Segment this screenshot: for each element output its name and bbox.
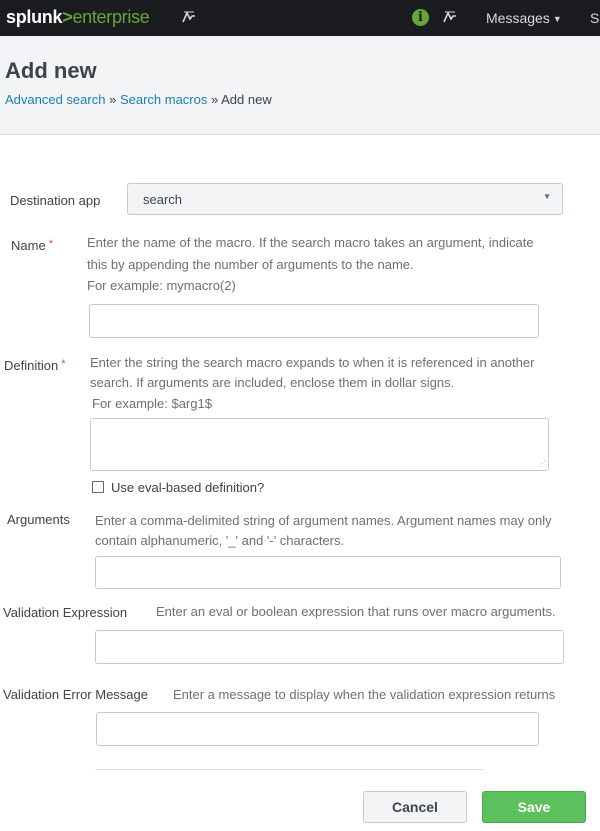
validation-expression-label: Validation Expression bbox=[3, 605, 128, 620]
info-icon[interactable]: i bbox=[412, 9, 429, 26]
breadcrumb-search-macros[interactable]: Search macros bbox=[119, 92, 208, 107]
definition-help-line2: search. If arguments are included, enclose them in dollar signs. bbox=[90, 375, 455, 390]
messages-menu[interactable] bbox=[486, 10, 562, 26]
name-help-line2: this by appending the number of arguments to the name. bbox=[87, 257, 414, 272]
definition-help-line1: Enter the string the search macro expands to when it is referenced in another bbox=[90, 355, 535, 370]
breadcrumb-current: Add new bbox=[221, 92, 272, 107]
required-mark: * bbox=[48, 238, 53, 250]
resize-grip-icon[interactable]: ⋰ bbox=[538, 459, 545, 468]
arguments-label: Arguments bbox=[7, 512, 70, 527]
brand-gt: > bbox=[62, 7, 73, 27]
destination-app-value: search bbox=[143, 192, 183, 207]
activity-icon[interactable] bbox=[182, 10, 196, 24]
chevron-down-icon: ▼ bbox=[543, 192, 551, 201]
arguments-help-line1: Enter a comma-delimited string of argument names. Argument names may only bbox=[95, 513, 552, 528]
chevron-down-icon: ▼ bbox=[552, 14, 562, 24]
footer-divider bbox=[95, 769, 483, 770]
definition-textarea[interactable] bbox=[90, 418, 549, 471]
name-label-text: Name bbox=[11, 238, 46, 253]
header-divider bbox=[0, 134, 600, 135]
messages-label: Messages bbox=[486, 10, 550, 26]
brand-sub: enterprise bbox=[72, 7, 150, 27]
validation-error-message-label: Validation Error Message bbox=[3, 687, 148, 702]
activity-icon[interactable] bbox=[443, 10, 457, 24]
required-mark: * bbox=[61, 358, 66, 370]
name-help-example: For example: mymacro(2) bbox=[87, 278, 236, 293]
definition-label-text: Definition bbox=[4, 358, 59, 373]
page-header bbox=[0, 36, 600, 134]
definition-label bbox=[4, 358, 65, 373]
arguments-input[interactable] bbox=[95, 556, 561, 589]
save-button[interactable]: Save bbox=[482, 791, 586, 823]
settings-menu-truncated[interactable]: S bbox=[590, 10, 600, 26]
validation-expression-input[interactable] bbox=[95, 630, 564, 664]
arguments-help-line2: contain alphanumeric, '_' and '-' characters. bbox=[95, 533, 345, 548]
cancel-button[interactable]: Cancel bbox=[363, 791, 467, 823]
breadcrumb-separator: » bbox=[210, 92, 219, 107]
name-input[interactable] bbox=[89, 304, 539, 338]
splunk-logo[interactable] bbox=[6, 7, 149, 28]
name-help-line1: Enter the name of the macro. If the search macro takes an argument, indicate bbox=[87, 235, 534, 250]
breadcrumb-advanced-search[interactable]: Advanced search bbox=[5, 92, 106, 107]
name-label bbox=[11, 238, 53, 253]
breadcrumb-separator: » bbox=[109, 92, 117, 107]
validation-expression-help: Enter an eval or boolean expression that runs over macro arguments. bbox=[156, 604, 556, 619]
eval-based-label[interactable]: Use eval-based definition? bbox=[111, 480, 265, 495]
validation-error-message-help: Enter a message to display when the validation expression returns bbox=[173, 687, 556, 702]
destination-app-label: Destination app bbox=[10, 193, 101, 208]
validation-error-message-input[interactable] bbox=[96, 712, 539, 746]
brand-main: splunk bbox=[6, 7, 63, 27]
breadcrumb bbox=[5, 92, 272, 107]
destination-app-select[interactable] bbox=[127, 183, 563, 215]
eval-based-checkbox[interactable] bbox=[92, 481, 104, 493]
top-navbar bbox=[0, 0, 600, 36]
page-title: Add new bbox=[5, 58, 97, 83]
definition-help-example: For example: $arg1$ bbox=[92, 396, 212, 411]
